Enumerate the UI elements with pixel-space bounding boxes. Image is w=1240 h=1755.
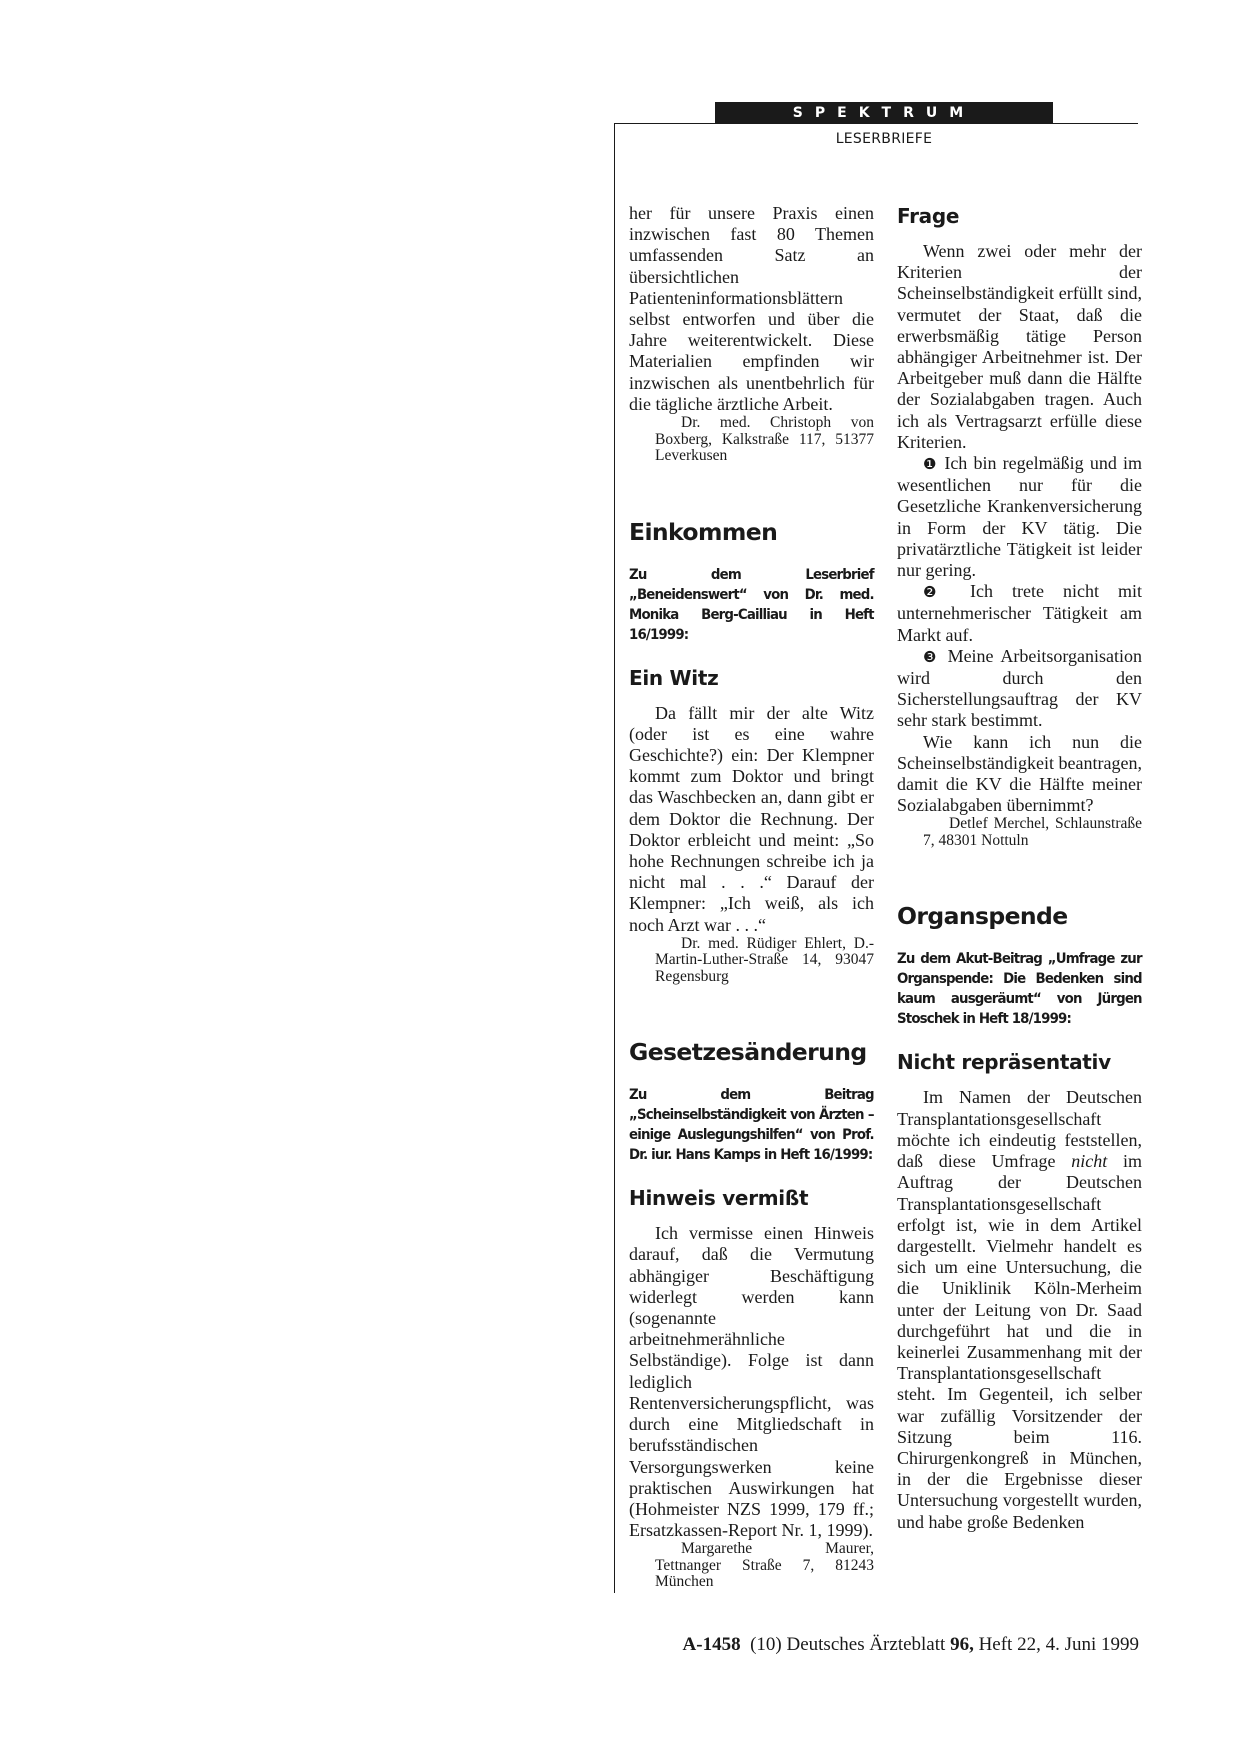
- subsection-label: LESERBRIEFE: [835, 131, 933, 147]
- reference-note: Zu dem Leserbrief „Beneidenswert“ von Dr. med. Monika Berg-Cailliau in Heft 16/1999:: [629, 566, 874, 643]
- letter-signature: Margarethe Maurer, Tettnanger Straße 7, 81243 München: [655, 1540, 874, 1591]
- letter-continuation-text: her für unsere Praxis einen inzwischen fast 80 Themen umfassenden Satz an übersichtlichen Patienteninformationsblättern selbst entworfen und über die Jahre weiterentwickelt. Diese Materialien empfinden wir inzwischen als unentbehrlich für die tägliche ärztliche Arbeit.: [629, 203, 874, 414]
- column-divider: [614, 123, 615, 1593]
- list-item: ❶ Ich bin regelmäßig und im wesentlichen nur für die Gesetzliche Krankenversicherung in Form der KV tätig. Die privatärztliche Tätigkeit ist leider nur gering.: [897, 453, 1143, 581]
- number-2-icon: ❷: [923, 583, 951, 602]
- journal-name: Deutsches Ärzteblatt: [786, 1634, 946, 1655]
- letter-text: Im Namen der Deutschen Transplantationsgesellschaft möchte ich eindeutig feststellen, daß diese Umfrage nicht im Auftrag der Deutschen Transplantationsgesellschaft erfolgt ist, wie in dem Artikel dargestellt. Vielmehr handelt es sich um eine Untersuchung, die die Uniklinik Köln-Merheim unter der Leitung von Dr. Saad durchgeführt hat und die in keinerlei Zusammenhang mit der Transplantationsgesellschaft steht. Im Gegenteil, ich selber war zufällig Vorsitzender der Sitzung beim 116. Chirurgenkongreß in München, in der die Ergebnisse dieser Untersuchung vorgestellt wurden, und habe große Bedenken: [897, 1087, 1142, 1532]
- letter-text: Da fällt mir der alte Witz (oder ist es eine wahre Geschichte?) ein: Der Klempner kommt zum Doktor und bringt das Waschbecken an, dann gibt er dem Doktor die Rechnung. Der Doktor erbleicht und meint: „So hohe Rechnungen schreibe ich ja nicht mal . . .“ Darauf der Klempner: „Ich weiß, als ich noch Arzt war . . .“: [629, 702, 874, 935]
- topic-heading-organspende: Organspende: [897, 902, 1068, 931]
- letter-headline: Frage: [897, 204, 960, 228]
- letter-headline: Ein Witz: [629, 665, 719, 690]
- letter-headline: Nicht repräsentativ: [897, 1050, 1111, 1075]
- topic-heading-einkommen: Einkommen: [629, 517, 778, 546]
- list-item: ❸ Meine Arbeitsorganisation wird durch den Sicherstellungsauftrag der KV sehr stark bestimmt.: [897, 645, 1143, 731]
- letter-text: Wenn zwei oder mehr der Kriterien der Scheinselbständigkeit erfüllt sind, vermutet der Staat, daß die erwerbsmäßig tätige Person abhängiger Arbeitnehmer ist. Der Arbeitgeber muß dann die Hälfte der Sozialabgaben tragen. Auch ich als Vertragsarzt erfülle diese Kriterien.: [897, 241, 1142, 452]
- number-3-icon: ❸: [923, 647, 940, 666]
- issue-info: Heft 22, 4. Juni 1999: [978, 1634, 1139, 1655]
- number-1-icon: ❶: [923, 455, 939, 474]
- letter-signature: Dr. med. Rüdiger Ehlert, D.-Martin-Luther-Straße 14, 93047 Regensburg: [655, 934, 874, 985]
- column-left: [629, 203, 874, 1591]
- page-subnumber: (10): [750, 1634, 782, 1655]
- topic-heading-gesetzesaenderung: Gesetzesänderung: [629, 1038, 867, 1067]
- reference-note: Zu dem Akut-Beitrag „Umfrage zur Organspende: Die Bedenken sind kaum ausgeräumt“ von Jürgen Stoschek in Heft 18/1999:: [897, 951, 1142, 1028]
- page-footer: [629, 1633, 1139, 1657]
- header-rule: [615, 123, 1138, 124]
- section-banner: SPEKTRUM: [715, 102, 1053, 124]
- letter-text: Wie kann ich nun die Scheinselbständigkeit beantragen, damit die KV die Hälfte meiner Sozialabgaben übernimmt?: [897, 731, 1142, 816]
- column-right: [897, 203, 1142, 1533]
- emphasis: nicht: [1071, 1151, 1108, 1172]
- letter-signature: Dr. med. Christoph von Boxberg, Kalkstraße 117, 51377 Leverkusen: [655, 414, 874, 465]
- letter-text: Ich vermisse einen Hinweis darauf, daß die Vermutung abhängiger Beschäftigung widerlegt werden kann (sogenannte arbeitnehmerähnliche Selbständige). Folge ist dann lediglich Rentenversicherungspflicht, was durch eine Mitgliedschaft in berufsständischen Versorgungswerken keine praktischen Auswirkungen hat (Hohmeister NZS 1999, 179 ff.; Ersatzkassen-Report Nr. 1, 1999).: [629, 1223, 874, 1541]
- reference-note: Zu dem Beitrag „Scheinselbständigkeit von Ärzten – einige Auslegungshilfen“ von Prof. Dr. iur. Hans Kamps in Heft 16/1999:: [629, 1087, 874, 1164]
- list-item: ❷ Ich trete nicht mit unternehmerischer Tätigkeit am Markt auf.: [897, 581, 1143, 645]
- volume-number: 96,: [950, 1634, 974, 1655]
- page-number: A-1458: [682, 1634, 741, 1655]
- letter-headline: Hinweis vermißt: [629, 1186, 809, 1211]
- letter-signature: Detlef Merchel, Schlaunstraße 7, 48301 Nottuln: [923, 815, 1142, 849]
